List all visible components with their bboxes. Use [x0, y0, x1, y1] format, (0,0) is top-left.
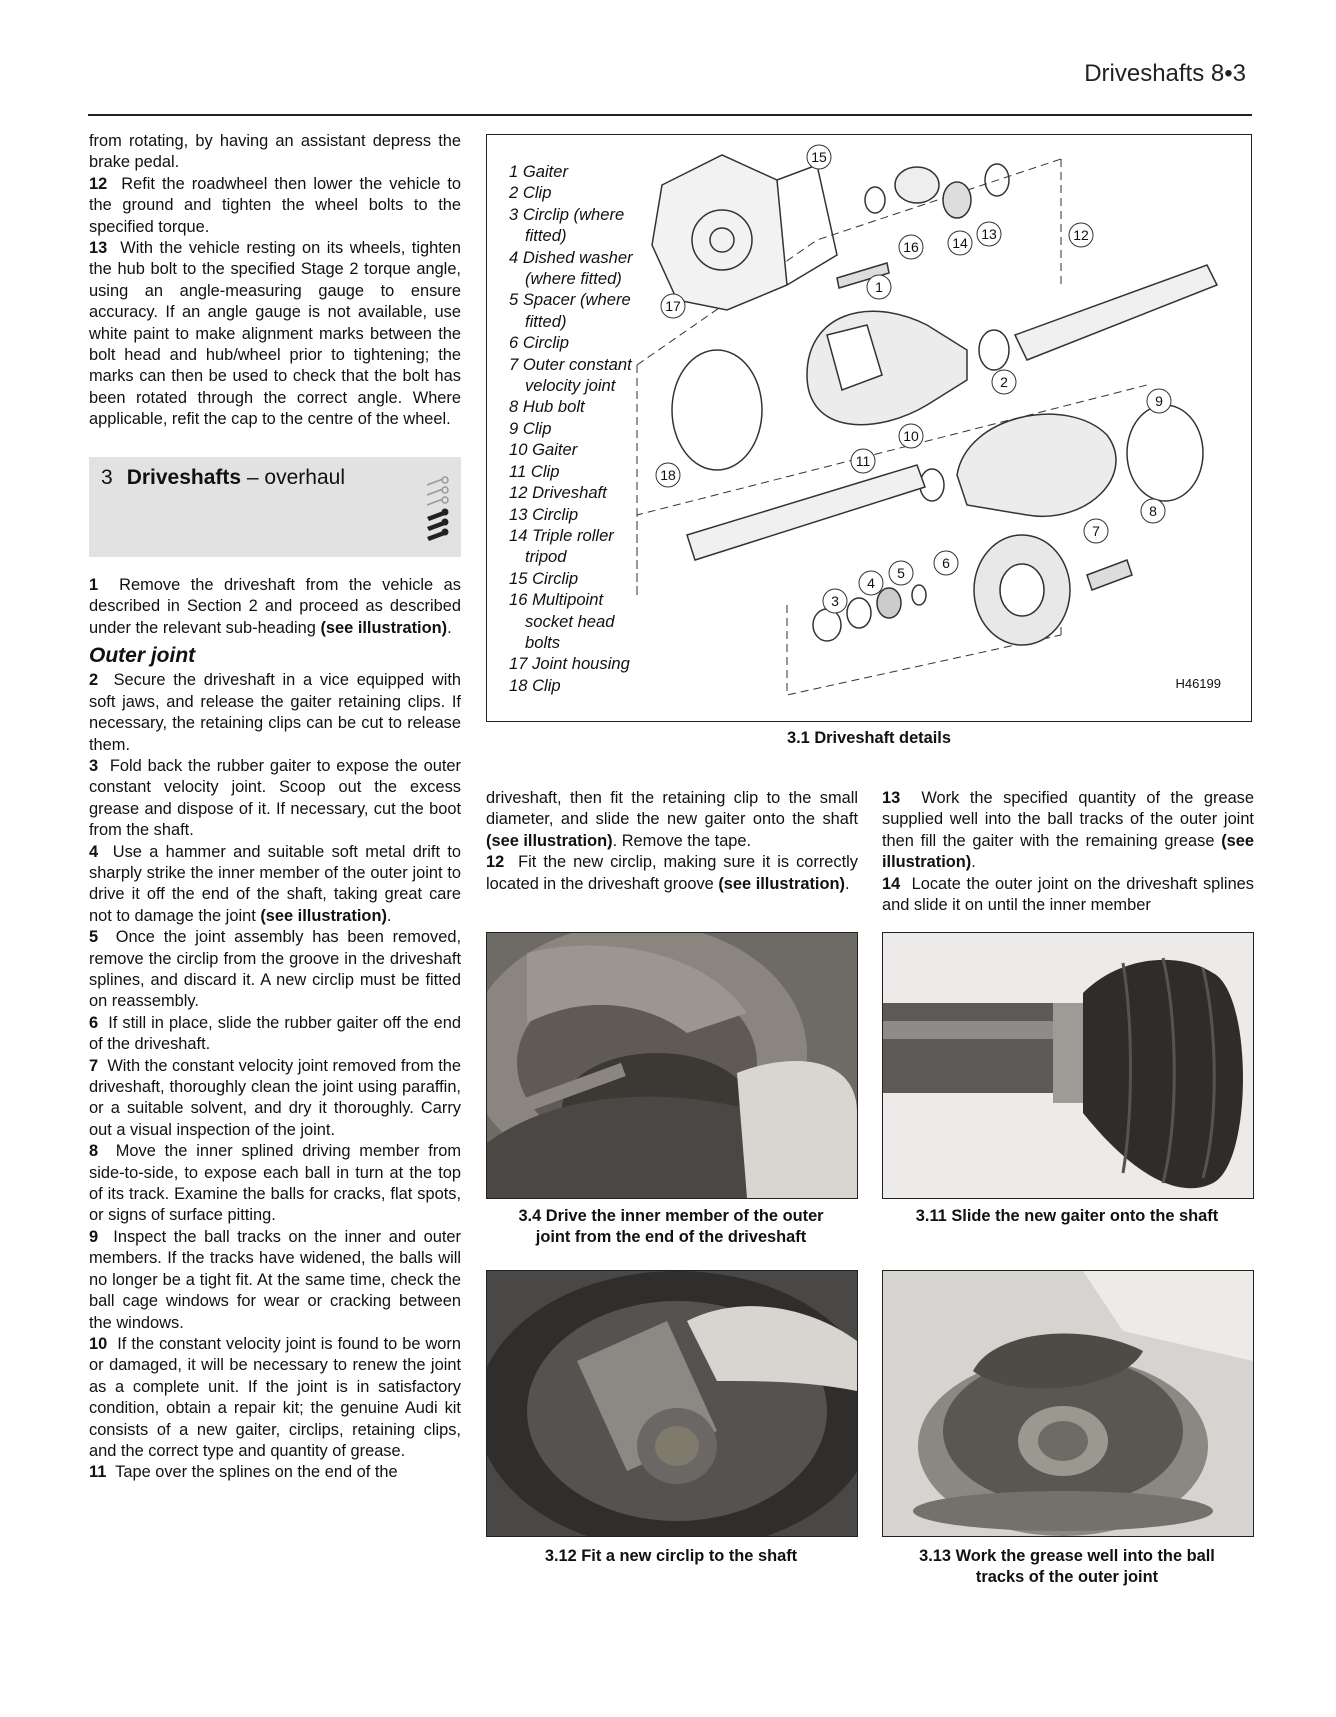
callout-15 — [807, 145, 831, 169]
section-title: 3 Driveshafts – overhaul — [101, 465, 345, 489]
callout-2 — [992, 370, 1016, 394]
paragraph-13: 13 With the vehicle resting on its wheels, tighten the hub bolt to the specified Stage 2 torque angle, using an angle-measuring gauge to ensure accuracy. If an angle gauge is not available, use white paint to make alignment marks between the bolt head and hub/wheel prior to tightening; the marks can then be used to check that the bolt has been rotated through the correct angle. Where applicable, refit the cap to the centre of the wheel. — [89, 239, 461, 429]
callout-10 — [899, 424, 923, 448]
svg-text:14: 14 — [952, 235, 968, 251]
legend-item: 2 Clip — [509, 183, 552, 203]
legend-item: bolts — [525, 632, 561, 652]
figure-code: H46199 — [1175, 676, 1221, 691]
photo-3-12 — [486, 1270, 858, 1537]
step-6: 6 If still in place, slide the rubber gaiter off the end of the driveshaft. — [89, 1013, 462, 1054]
svg-text:12: 12 — [1073, 227, 1089, 243]
legend-item: 13 Circlip — [509, 504, 579, 524]
svg-text:15: 15 — [811, 149, 827, 165]
legend-item: velocity joint — [525, 376, 616, 396]
svg-text:13: 13 — [981, 226, 997, 242]
photo-3-11-caption: 3.11 Slide the new gaiter onto the shaft — [915, 1207, 1219, 1225]
svg-text:9: 9 — [1155, 393, 1163, 409]
paragraph-12: 12 Fit the new circlip, making sure it is correctly located in the driveshaft groove (see illustration). — [486, 853, 858, 893]
callout-3 — [823, 589, 847, 613]
svg-text:17: 17 — [665, 298, 681, 314]
svg-text:6: 6 — [942, 555, 950, 571]
step-8: 8 Move the inner splined driving member from side-to-side, to expose each ball in turn at the top of its track. Examine the balls for cracks, flat spots, or signs of surface pitting. — [89, 1142, 461, 1225]
step-3: 3 Fold back the rubber gaiter to expose the outer constant velocity joint. Scoop out the excess grease and dispose of it. If necessary, cut the boot from the shaft. — [89, 756, 462, 840]
callout-1 — [867, 275, 891, 299]
paragraph-11-continued: driveshaft, then fit the retaining clip to the small diameter, and slide the new gaiter onto the shaft (see illustration). Remove the tape. — [486, 789, 858, 850]
legend-item: 11 Clip — [509, 461, 560, 481]
header-rule — [88, 114, 1252, 116]
legend-item: fitted) — [525, 311, 567, 331]
svg-text:8: 8 — [1149, 503, 1157, 519]
page-header-title: Driveshafts 8•3 — [1084, 60, 1246, 87]
section-heading-box — [89, 457, 461, 557]
step-2: 2 Secure the driveshaft in a vice equipped with soft jaws, and release the gaiter retaining clips. If necessary, the retaining clips can be cut to release them. — [89, 671, 462, 754]
svg-text:16: 16 — [903, 239, 919, 255]
exploded-view-drawing — [487, 135, 1251, 721]
legend-item: 6 Circlip — [509, 333, 569, 353]
figure-caption: 3.1 Driveshaft details — [787, 729, 951, 747]
difficulty-spanner-icon — [423, 465, 451, 551]
svg-text:3: 3 — [831, 593, 839, 609]
svg-text:4: 4 — [867, 575, 875, 591]
left-column — [89, 131, 461, 1484]
callout-16 — [899, 235, 923, 259]
svg-text:5: 5 — [897, 565, 905, 581]
legend-item: 3 Circlip (where — [509, 204, 625, 224]
svg-text:18: 18 — [660, 467, 676, 483]
paragraph-13: 13 Work the specified quantity of the grease supplied well into the ball tracks of the outer joint then fill the gaiter with the remaining grease (see illustration). — [882, 789, 1254, 872]
right-column — [882, 788, 1254, 916]
legend-item: (where fitted) — [525, 269, 622, 289]
callout-5 — [889, 561, 913, 585]
callout-17 — [661, 294, 685, 318]
callout-18 — [656, 463, 680, 487]
callout-11 — [851, 449, 875, 473]
paragraph-12: 12 Refit the roadwheel then lower the vehicle to the ground and tighten the wheel bolts to the specified torque. — [89, 174, 462, 236]
step-7: 7 With the constant velocity joint removed from the driveshaft, thoroughly clean the joint using paraffin, or a suitable solvent, and dry it thoroughly. Carry out a visual inspection of the joint. — [89, 1056, 462, 1139]
photo-3-11 — [882, 932, 1254, 1199]
paragraph-14: 14 Locate the outer joint on the driveshaft splines and slide it on until the inner member — [882, 874, 1254, 915]
callout-7 — [1084, 519, 1108, 543]
photo-3-13-caption: 3.13 Work the grease well into the ball tracks of the outer joint — [919, 1547, 1215, 1586]
driveshaft-diagram — [486, 134, 1252, 722]
legend-item: 8 Hub bolt — [509, 397, 585, 417]
middle-column — [486, 788, 858, 895]
legend-item: 1 Gaiter — [509, 162, 569, 181]
step-4: 4 Use a hammer and suitable soft metal drift to sharply strike the inner member of the outer joint to drive it off the end of the shaft, taking great care not to damage the joint (see illustration). — [89, 842, 462, 925]
step-5: 5 Once the joint assembly has been removed, remove the circlip from the groove in the driveshaft splines, and discard it. A new circlip must be fitted on reassembly. — [89, 928, 462, 1011]
svg-text:2: 2 — [1000, 374, 1008, 390]
svg-text:7: 7 — [1092, 523, 1100, 539]
step-10: 10 If the constant velocity joint is found to be worn or damaged, it will be necessary to renew the joint as a complete unit. If the joint is in satisfactory condition, obtain a repair kit; the genuine Audi kit consists of a new gaiter, circlips, retaining clips, and the correct type and quantity of grease. — [89, 1334, 461, 1460]
svg-text:1: 1 — [875, 279, 883, 295]
legend-item: 18 Clip — [509, 675, 561, 695]
legend-item: 5 Spacer (where — [509, 290, 631, 310]
legend-item: 14 Triple roller — [509, 525, 614, 545]
callout-9 — [1147, 389, 1171, 413]
callout-6 — [934, 551, 958, 575]
legend-item: 16 Multipoint — [509, 590, 604, 610]
legend-item: 17 Joint housing — [509, 654, 630, 674]
legend-item: fitted) — [525, 226, 567, 246]
legend-item: 15 Circlip — [509, 568, 579, 588]
photo-3-4-caption: 3.4 Drive the inner member of the outer joint from the end of the driveshaft — [518, 1207, 824, 1246]
svg-text:10: 10 — [903, 428, 919, 444]
legend-item: 12 Driveshaft — [509, 483, 607, 503]
legend-item: socket head — [525, 611, 615, 631]
callout-12 — [1069, 223, 1093, 247]
callout-13 — [977, 222, 1001, 246]
legend-item: 4 Dished washer — [509, 247, 633, 267]
legend-item: tripod — [525, 547, 567, 567]
paragraph-continued: from rotating, by having an assistant depress the brake pedal. — [89, 132, 461, 172]
photo-3-13 — [882, 1270, 1254, 1537]
step-11: 11 Tape over the splines on the end of the — [89, 1463, 398, 1482]
photo-3-12-caption: 3.12 Fit a new circlip to the shaft — [544, 1547, 798, 1565]
legend-item: 10 Gaiter — [509, 440, 578, 460]
subheading-outer-joint: Outer joint — [89, 643, 196, 667]
legend-item: 9 Clip — [509, 418, 552, 438]
legend-item: 7 Outer constant — [509, 354, 632, 374]
svg-text:11: 11 — [855, 453, 871, 469]
callout-4 — [859, 571, 883, 595]
callout-14 — [948, 231, 972, 255]
step-9: 9 Inspect the ball tracks on the inner and outer members. If the tracks have widened, the balls will no longer be a tight fit. At the same time, check the ball cage windows for wear or cracking between the windows. — [89, 1227, 461, 1332]
photo-3-4 — [486, 932, 858, 1199]
step-1: 1 Remove the driveshaft from the vehicle as described in Section 2 and proceed as described under the relevant sub-heading (see illustration). — [89, 575, 461, 637]
callout-8 — [1141, 499, 1165, 523]
